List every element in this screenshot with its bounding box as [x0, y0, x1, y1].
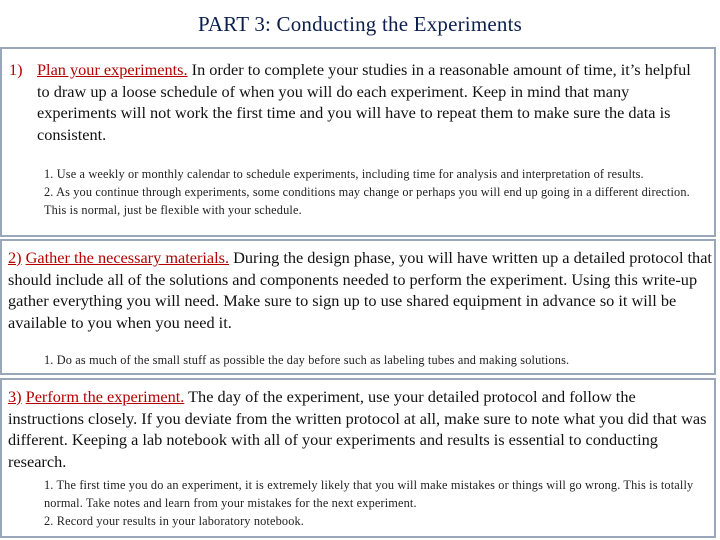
section-1-paragraph [9, 59, 699, 145]
section-1-number: 1) [9, 60, 23, 79]
section-2-subitems [44, 351, 712, 369]
section-2-text: During the design phase, you will have written up a detailed protocol that should include all of the solutions and components needed to perform the experiment. Using this write-up gather everything you will need. Make sure to sign up to use shared equipment in advance so it will be available to you when you need it. [8, 248, 712, 332]
section-3-subitems [44, 476, 712, 530]
section-1-subitem-1: 1. Use a weekly or monthly calendar to schedule experiments, including time for analysis and interpretation of results. [44, 167, 644, 181]
section-3-lead: Perform the experiment. [25, 387, 185, 406]
section-2-subitem-1: 1. Do as much of the small stuff as possible the day before such as labeling tubes and making solutions. [44, 353, 570, 367]
section-1-body [9, 59, 699, 145]
section-2-lead: Gather the necessary materials. [25, 248, 230, 267]
section-2-number: 2) [8, 248, 22, 267]
section-2-paragraph [8, 247, 712, 333]
section-3-subitem-1: 1. The first time you do an experiment, it is extremely likely that you will make mistakes or things will go wrong. This is totally normal. Take notes and learn from your mistakes for the next experiment. [44, 478, 694, 510]
section-1-subitem-2: 2. As you continue through experiments, some conditions may change or perhaps you will end up going in a different direction. This is normal, just be flexible with your schedule. [44, 185, 690, 217]
section-1-subitems [44, 165, 712, 219]
section-3-subitem-2: 2. Record your results in your laboratory notebook. [44, 514, 305, 528]
section-1-lead: Plan your experiments. [37, 60, 188, 79]
section-3-text: The day of the experiment, use your detailed protocol and follow the instructions closely. If you deviate from the written protocol at all, make sure to note what you did that was different. Keeping a lab notebook with all of your experiments and results is essential to conducting research. [8, 387, 707, 471]
section-3-number: 3) [8, 387, 22, 406]
section-plan-experiments [0, 47, 716, 237]
section-1-text: In order to complete your studies in a reasonable amount of time, it’s helpful to draw up a loose schedule of when you will do each experiment. Keep in mind that many experiments will not work the first time and you will have to repeat them to make sure the data is consistent. [37, 60, 691, 144]
section-3-paragraph [8, 386, 712, 472]
section-gather-materials [0, 239, 716, 375]
page-title: PART 3: Conducting the Experiments [197, 12, 523, 36]
section-perform-experiment [0, 378, 716, 538]
